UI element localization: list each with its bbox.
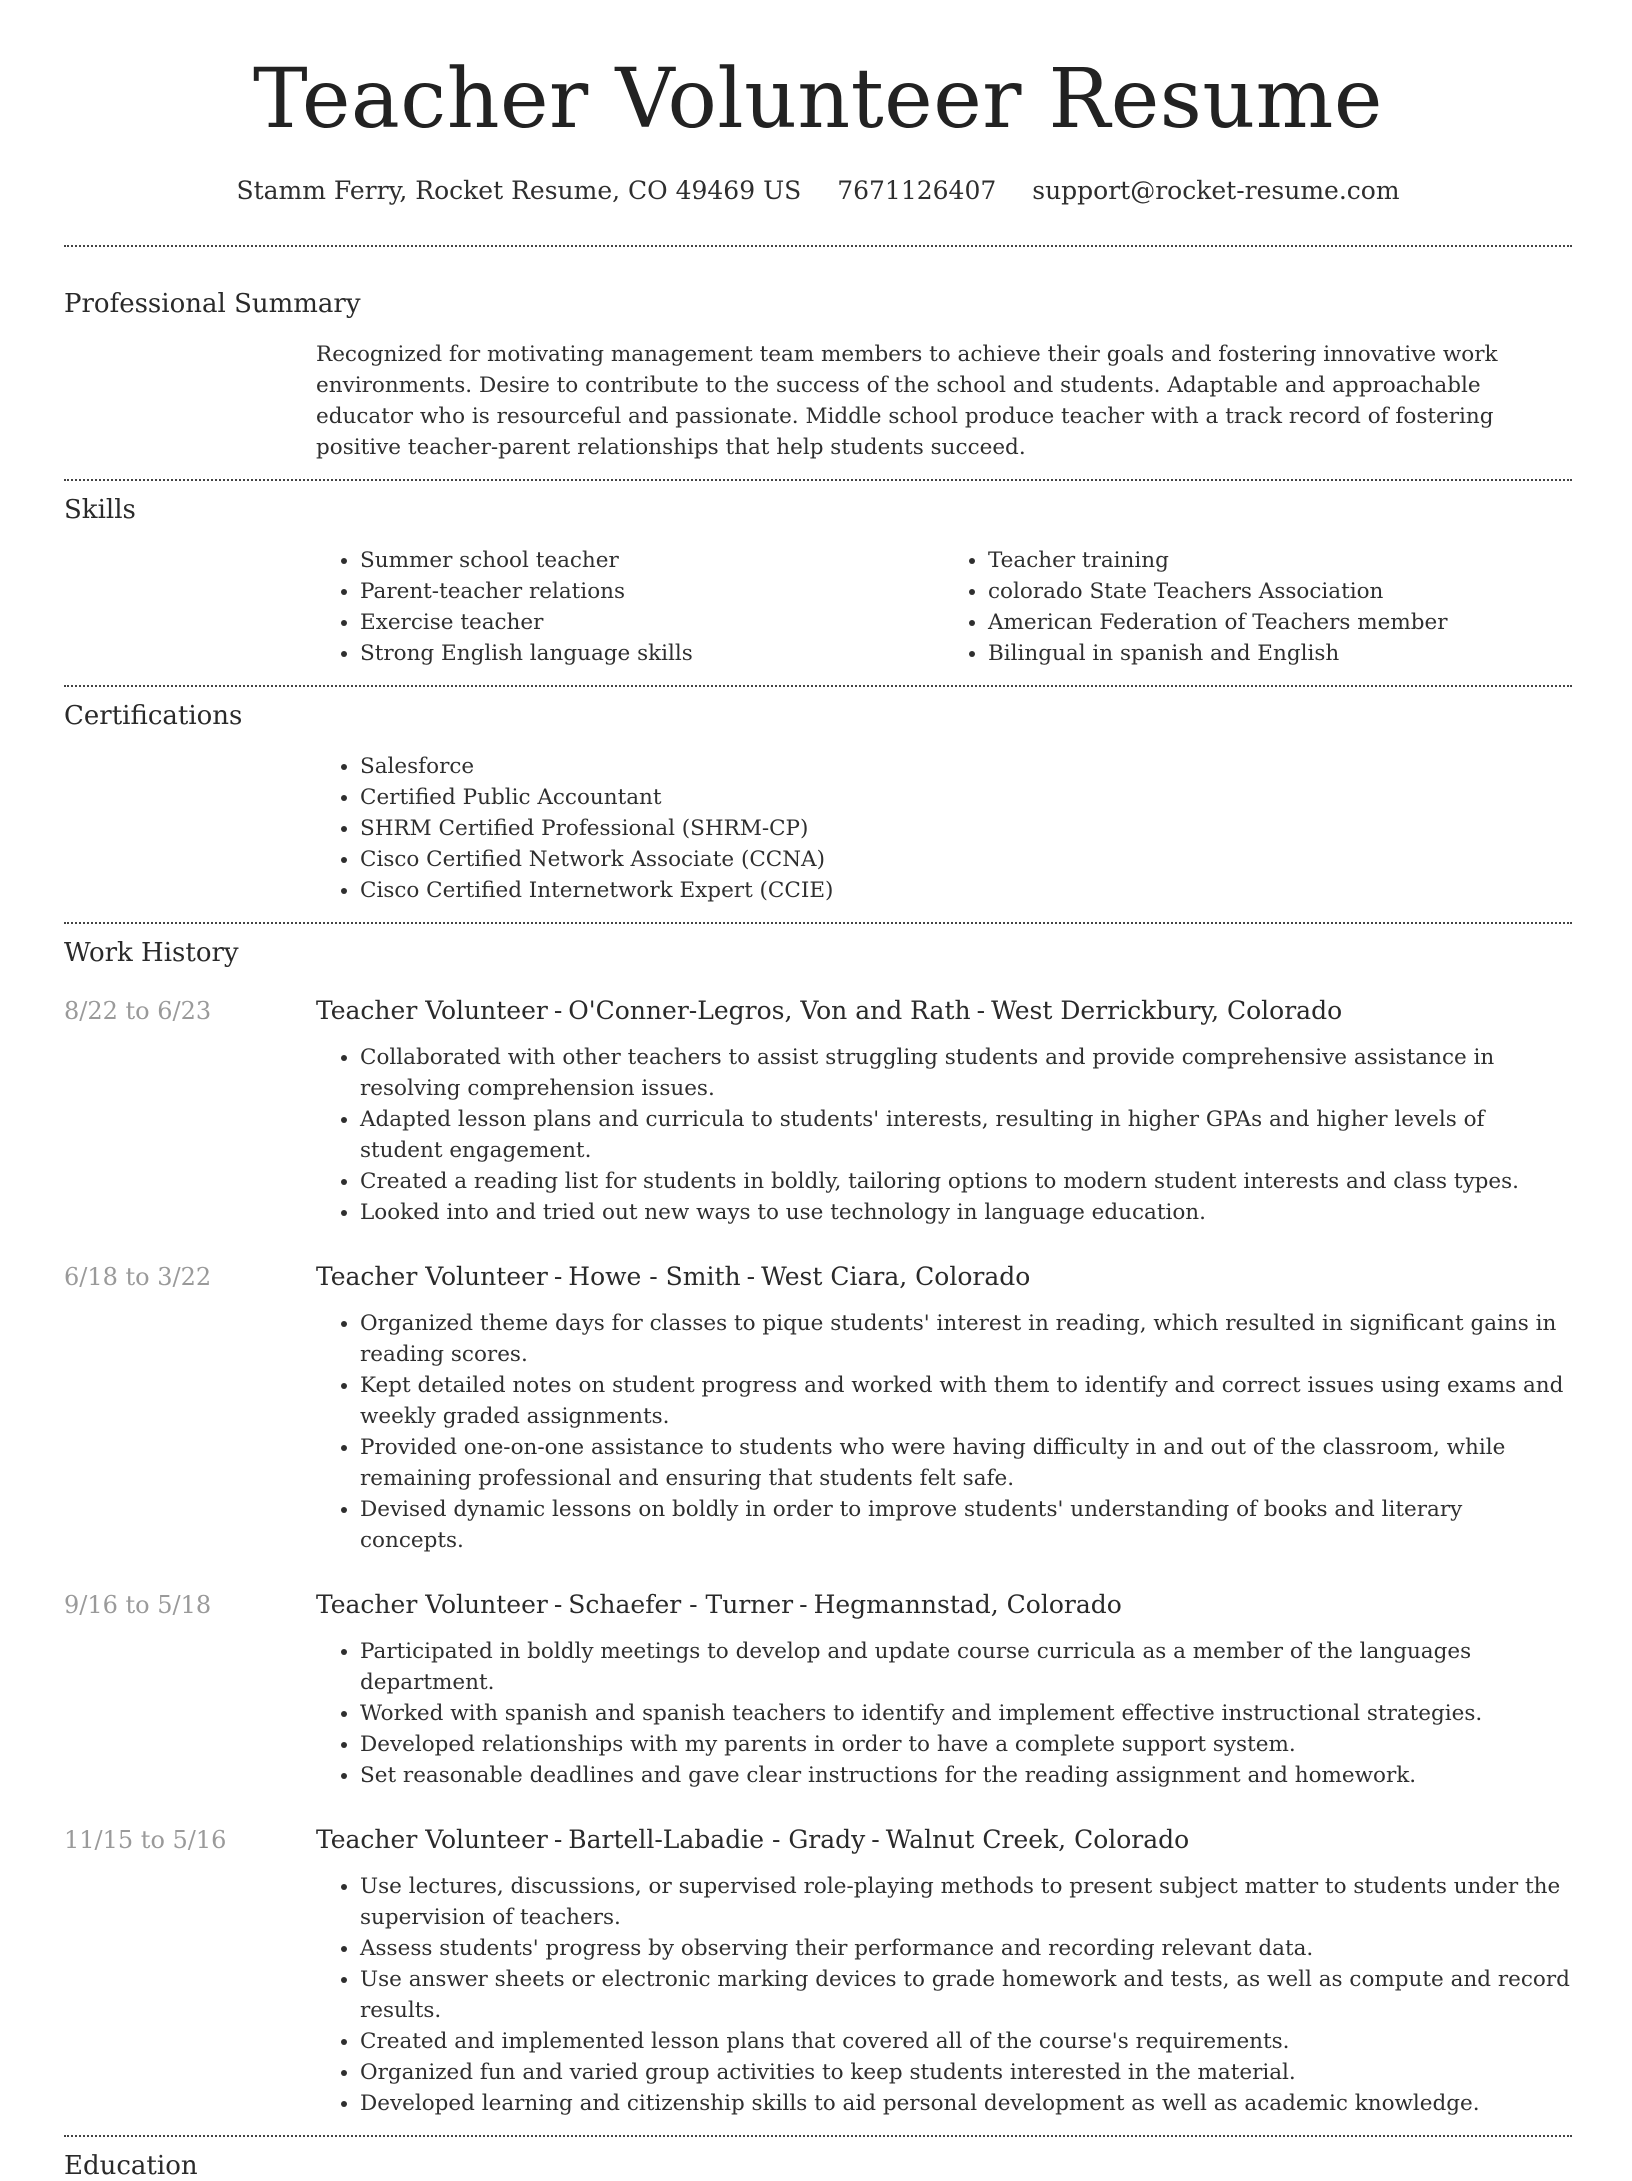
- certification-item: • SHRM Certified Professional (SHRM-CP): [360, 813, 1572, 844]
- skills-list: [316, 545, 1572, 669]
- job-bullet: • Developed learning and citizenship skills to aid personal development as well as academic knowledge.: [360, 2088, 1572, 2119]
- job-heading: Teacher Volunteer - O'Conner-Legros, Von and Rath - West Derrickbury, Colorado: [316, 996, 1343, 1025]
- contact-email: support@rocket-resume.com: [1032, 176, 1400, 205]
- job-bullet: • Use lectures, discussions, or supervised role-playing methods to present subject matter to students under the supervision of teachers.: [360, 1871, 1572, 1933]
- job-dates: 6/18 to 3/22: [64, 1263, 212, 1291]
- education-heading: Education: [64, 2151, 198, 2181]
- job-heading: Teacher Volunteer - Bartell-Labadie - Grady - Walnut Creek, Colorado: [316, 1825, 1190, 1854]
- contact-phone: 7671126407: [837, 176, 997, 205]
- job-company: Bartell-Labadie - Grady: [568, 1825, 866, 1854]
- job-bullets: [316, 1308, 1572, 1556]
- job-heading: Teacher Volunteer - Howe - Smith - West Ciara, Colorado: [316, 1262, 1031, 1291]
- skill-item: • colorado State Teachers Association: [988, 576, 1572, 607]
- skills-column-right: [944, 545, 1572, 669]
- contact-line: [64, 176, 1572, 205]
- job-location: Walnut Creek, Colorado: [885, 1825, 1190, 1854]
- resume-page: [64, 0, 1572, 2181]
- contact-address: Stamm Ferry, Rocket Resume, CO 49469 US: [236, 176, 802, 205]
- certification-item: • Cisco Certified Internetwork Expert (CCIE): [360, 875, 1572, 906]
- job-bullet: • Devised dynamic lessons on boldly in order to improve students' understanding of books and literary concepts.: [360, 1494, 1572, 1556]
- job-bullet: • Provided one-on-one assistance to students who were having difficulty in and out of the classroom, while remaining professional and ensuring that students felt safe.: [360, 1432, 1572, 1494]
- skill-item: • Exercise teacher: [360, 607, 944, 638]
- job-dates: 9/16 to 5/18: [64, 1591, 212, 1619]
- job-bullet: • Participated in boldly meetings to develop and update course curricula as a member of the languages department.: [360, 1636, 1572, 1698]
- job-entry: [64, 1260, 1572, 1556]
- job-bullet: • Developed relationships with my parents in order to have a complete support system.: [360, 1729, 1572, 1760]
- work-history-heading: Work History: [64, 938, 239, 968]
- skill-item: • Strong English language skills: [360, 638, 944, 669]
- job-bullet: • Assess students' progress by observing their performance and recording relevant data.: [360, 1933, 1572, 1964]
- skill-item: • American Federation of Teachers member: [988, 607, 1572, 638]
- skills-divider: [64, 685, 1572, 687]
- job-bullet: • Organized theme days for classes to pique students' interest in reading, which resulted in significant gains in reading scores.: [360, 1308, 1572, 1370]
- job-location: Hegmannstad, Colorado: [813, 1590, 1122, 1619]
- skill-item: • Teacher training: [988, 545, 1572, 576]
- job-bullets: [316, 1636, 1572, 1791]
- certifications-heading: Certifications: [64, 701, 243, 731]
- job-bullets: [316, 1042, 1572, 1228]
- job-bullet: • Adapted lesson plans and curricula to students' interests, resulting in higher GPAs and higher levels of student engagement.: [360, 1104, 1572, 1166]
- job-bullet: • Created a reading list for students in boldly, tailoring options to modern student interests and class types.: [360, 1166, 1572, 1197]
- job-entry: [64, 994, 1572, 1228]
- job-title: Teacher Volunteer: [316, 996, 548, 1025]
- job-bullet: • Use answer sheets or electronic marking devices to grade homework and tests, as well as compute and record results.: [360, 1964, 1572, 2026]
- summary-divider: [64, 479, 1572, 481]
- job-entry: [64, 1588, 1572, 1791]
- summary-text: Recognized for motivating management team members to achieve their goals and fostering innovative work environments. Desire to contribute to the success of the school and students. Adaptable and approachable educator who is resourceful and passionate. Middle school produce teacher with a track record of fostering positive teacher-parent relationships that help students succeed.: [316, 342, 1498, 460]
- skills-column-left: [316, 545, 944, 669]
- certifications-divider: [64, 922, 1572, 924]
- work-history-divider: [64, 2135, 1572, 2137]
- skills-heading: Skills: [64, 495, 136, 525]
- job-heading: Teacher Volunteer - Schaefer - Turner - Hegmannstad, Colorado: [316, 1590, 1122, 1619]
- job-bullet: • Set reasonable deadlines and gave clear instructions for the reading assignment and homework.: [360, 1760, 1572, 1791]
- job-bullet: • Organized fun and varied group activities to keep students interested in the material.: [360, 2057, 1572, 2088]
- job-entry: [64, 1823, 1572, 2119]
- job-dates: 8/22 to 6/23: [64, 997, 212, 1025]
- skill-item: • Parent-teacher relations: [360, 576, 944, 607]
- job-bullet: • Looked into and tried out new ways to use technology in language education.: [360, 1197, 1572, 1228]
- skill-item: • Bilingual in spanish and English: [988, 638, 1572, 669]
- certification-item: • Cisco Certified Network Associate (CCNA): [360, 844, 1572, 875]
- job-company: O'Conner-Legros, Von and Rath: [568, 996, 971, 1025]
- skill-item: • Summer school teacher: [360, 545, 944, 576]
- summary-heading: Professional Summary: [64, 289, 361, 319]
- job-company: Schaefer - Turner: [568, 1590, 794, 1619]
- resume-title: Teacher Volunteer Resume: [253, 52, 1383, 147]
- header-divider: [64, 245, 1572, 247]
- job-title: Teacher Volunteer: [316, 1825, 548, 1854]
- job-bullets: [316, 1871, 1572, 2119]
- job-location: West Derrickbury, Colorado: [991, 996, 1343, 1025]
- job-company: Howe - Smith: [568, 1262, 741, 1291]
- job-location: West Ciara, Colorado: [761, 1262, 1031, 1291]
- job-title: Teacher Volunteer: [316, 1262, 548, 1291]
- job-bullet: • Collaborated with other teachers to assist struggling students and provide comprehensive assistance in resolving comprehension issues.: [360, 1042, 1572, 1104]
- job-bullet: • Worked with spanish and spanish teachers to identify and implement effective instructional strategies.: [360, 1698, 1572, 1729]
- certification-item: • Certified Public Accountant: [360, 782, 1572, 813]
- certifications-list: [316, 751, 1572, 906]
- job-dates: 11/15 to 5/16: [64, 1826, 227, 1854]
- job-bullet: • Created and implemented lesson plans that covered all of the course's requirements.: [360, 2026, 1572, 2057]
- certification-item: • Salesforce: [360, 751, 1572, 782]
- job-bullet: • Kept detailed notes on student progress and worked with them to identify and correct issues using exams and weekly graded assignments.: [360, 1370, 1572, 1432]
- job-title: Teacher Volunteer: [316, 1590, 548, 1619]
